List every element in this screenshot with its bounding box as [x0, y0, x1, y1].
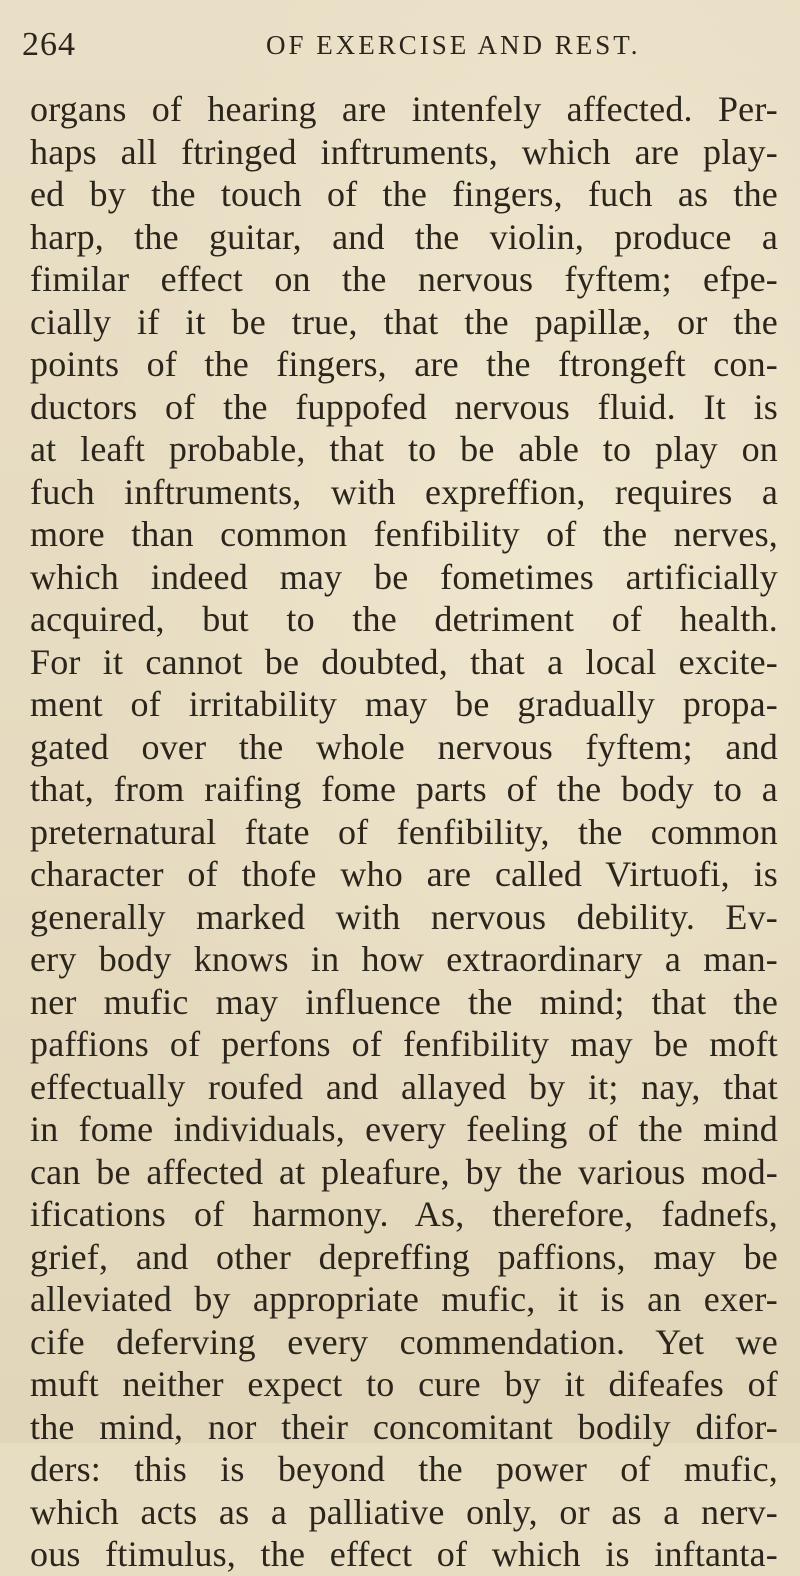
text-line: effectually roufed and allayed by it; nay, that [30, 1066, 778, 1107]
text-line: acquired, but to the detriment of health. [30, 599, 778, 639]
text-line: organs of hearing are intenfely affected. Per- [30, 89, 778, 129]
text-line: ductors of the fuppofed nervous fluid. It is [30, 386, 778, 427]
text-line: ery body knows in how extraordinary a man- [30, 939, 778, 979]
body-text [30, 88, 778, 1576]
text-line: that, from raifing fome parts of the body to a [30, 769, 778, 809]
text-line: ous ftimulus, the effect of which is inftanta- [30, 1534, 778, 1574]
text-line: generally marked with nervous debility. Ev- [30, 896, 778, 937]
text-line: muft neither expect to cure by it difeafes of [30, 1364, 778, 1404]
text-line: ed by the touch of the fingers, fuch as the [30, 174, 778, 214]
text-line: fuch inftruments, with expreffion, requires a [30, 471, 778, 512]
text-line: ner mufic may influence the mind; that the [30, 981, 778, 1022]
page-header [22, 26, 760, 70]
text-line: gated over the whole nervous fyftem; and [30, 726, 778, 767]
text-line: harp, the guitar, and the violin, produce a [30, 216, 778, 257]
text-line: the mind, nor their concomitant bodily difor- [30, 1406, 778, 1447]
text-line: which acts as a palliative only, or as a nerv- [30, 1491, 778, 1532]
text-line: alleviated by appropriate mufic, it is an exer- [30, 1279, 778, 1319]
page-number: 264 [22, 26, 76, 63]
text-line: can be affected at pleafure, by the various mod- [30, 1151, 778, 1192]
text-line: paffions of perfons of fenfibility may be moft [30, 1024, 778, 1064]
text-line: cially if it be true, that the papillæ, or the [30, 301, 778, 342]
running-head: OF EXERCISE AND REST. [266, 30, 641, 60]
text-line: fimilar effect on the nervous fyftem; efpe- [30, 259, 778, 299]
text-line: which indeed may be fometimes artificially [30, 556, 778, 597]
text-line: more than common fenfibility of the nerves, [30, 514, 778, 554]
text-line: at leaft probable, that to be able to play on [30, 429, 778, 469]
text-line: in fome individuals, every feeling of the mind [30, 1109, 778, 1149]
text-line: character of thofe who are called Virtuofi, is [30, 854, 778, 894]
text-line: For it cannot be doubted, that a local excite- [30, 641, 778, 682]
text-line: ders: this is beyond the power of mufic, [30, 1449, 778, 1489]
text-line: haps all ftringed inftruments, which are play- [30, 131, 778, 172]
text-line: points of the fingers, are the ftrongeft con- [30, 344, 778, 384]
text-line: ifications of harmony. As, therefore, fadnefs, [30, 1194, 778, 1234]
text-line: grief, and other depreffing paffions, may be [30, 1236, 778, 1277]
text-line: cife deferving every commendation. Yet we [30, 1321, 778, 1362]
text-line: ment of irritability may be gradually propa- [30, 684, 778, 724]
text-line: preternatural ftate of fenfibility, the common [30, 811, 778, 852]
